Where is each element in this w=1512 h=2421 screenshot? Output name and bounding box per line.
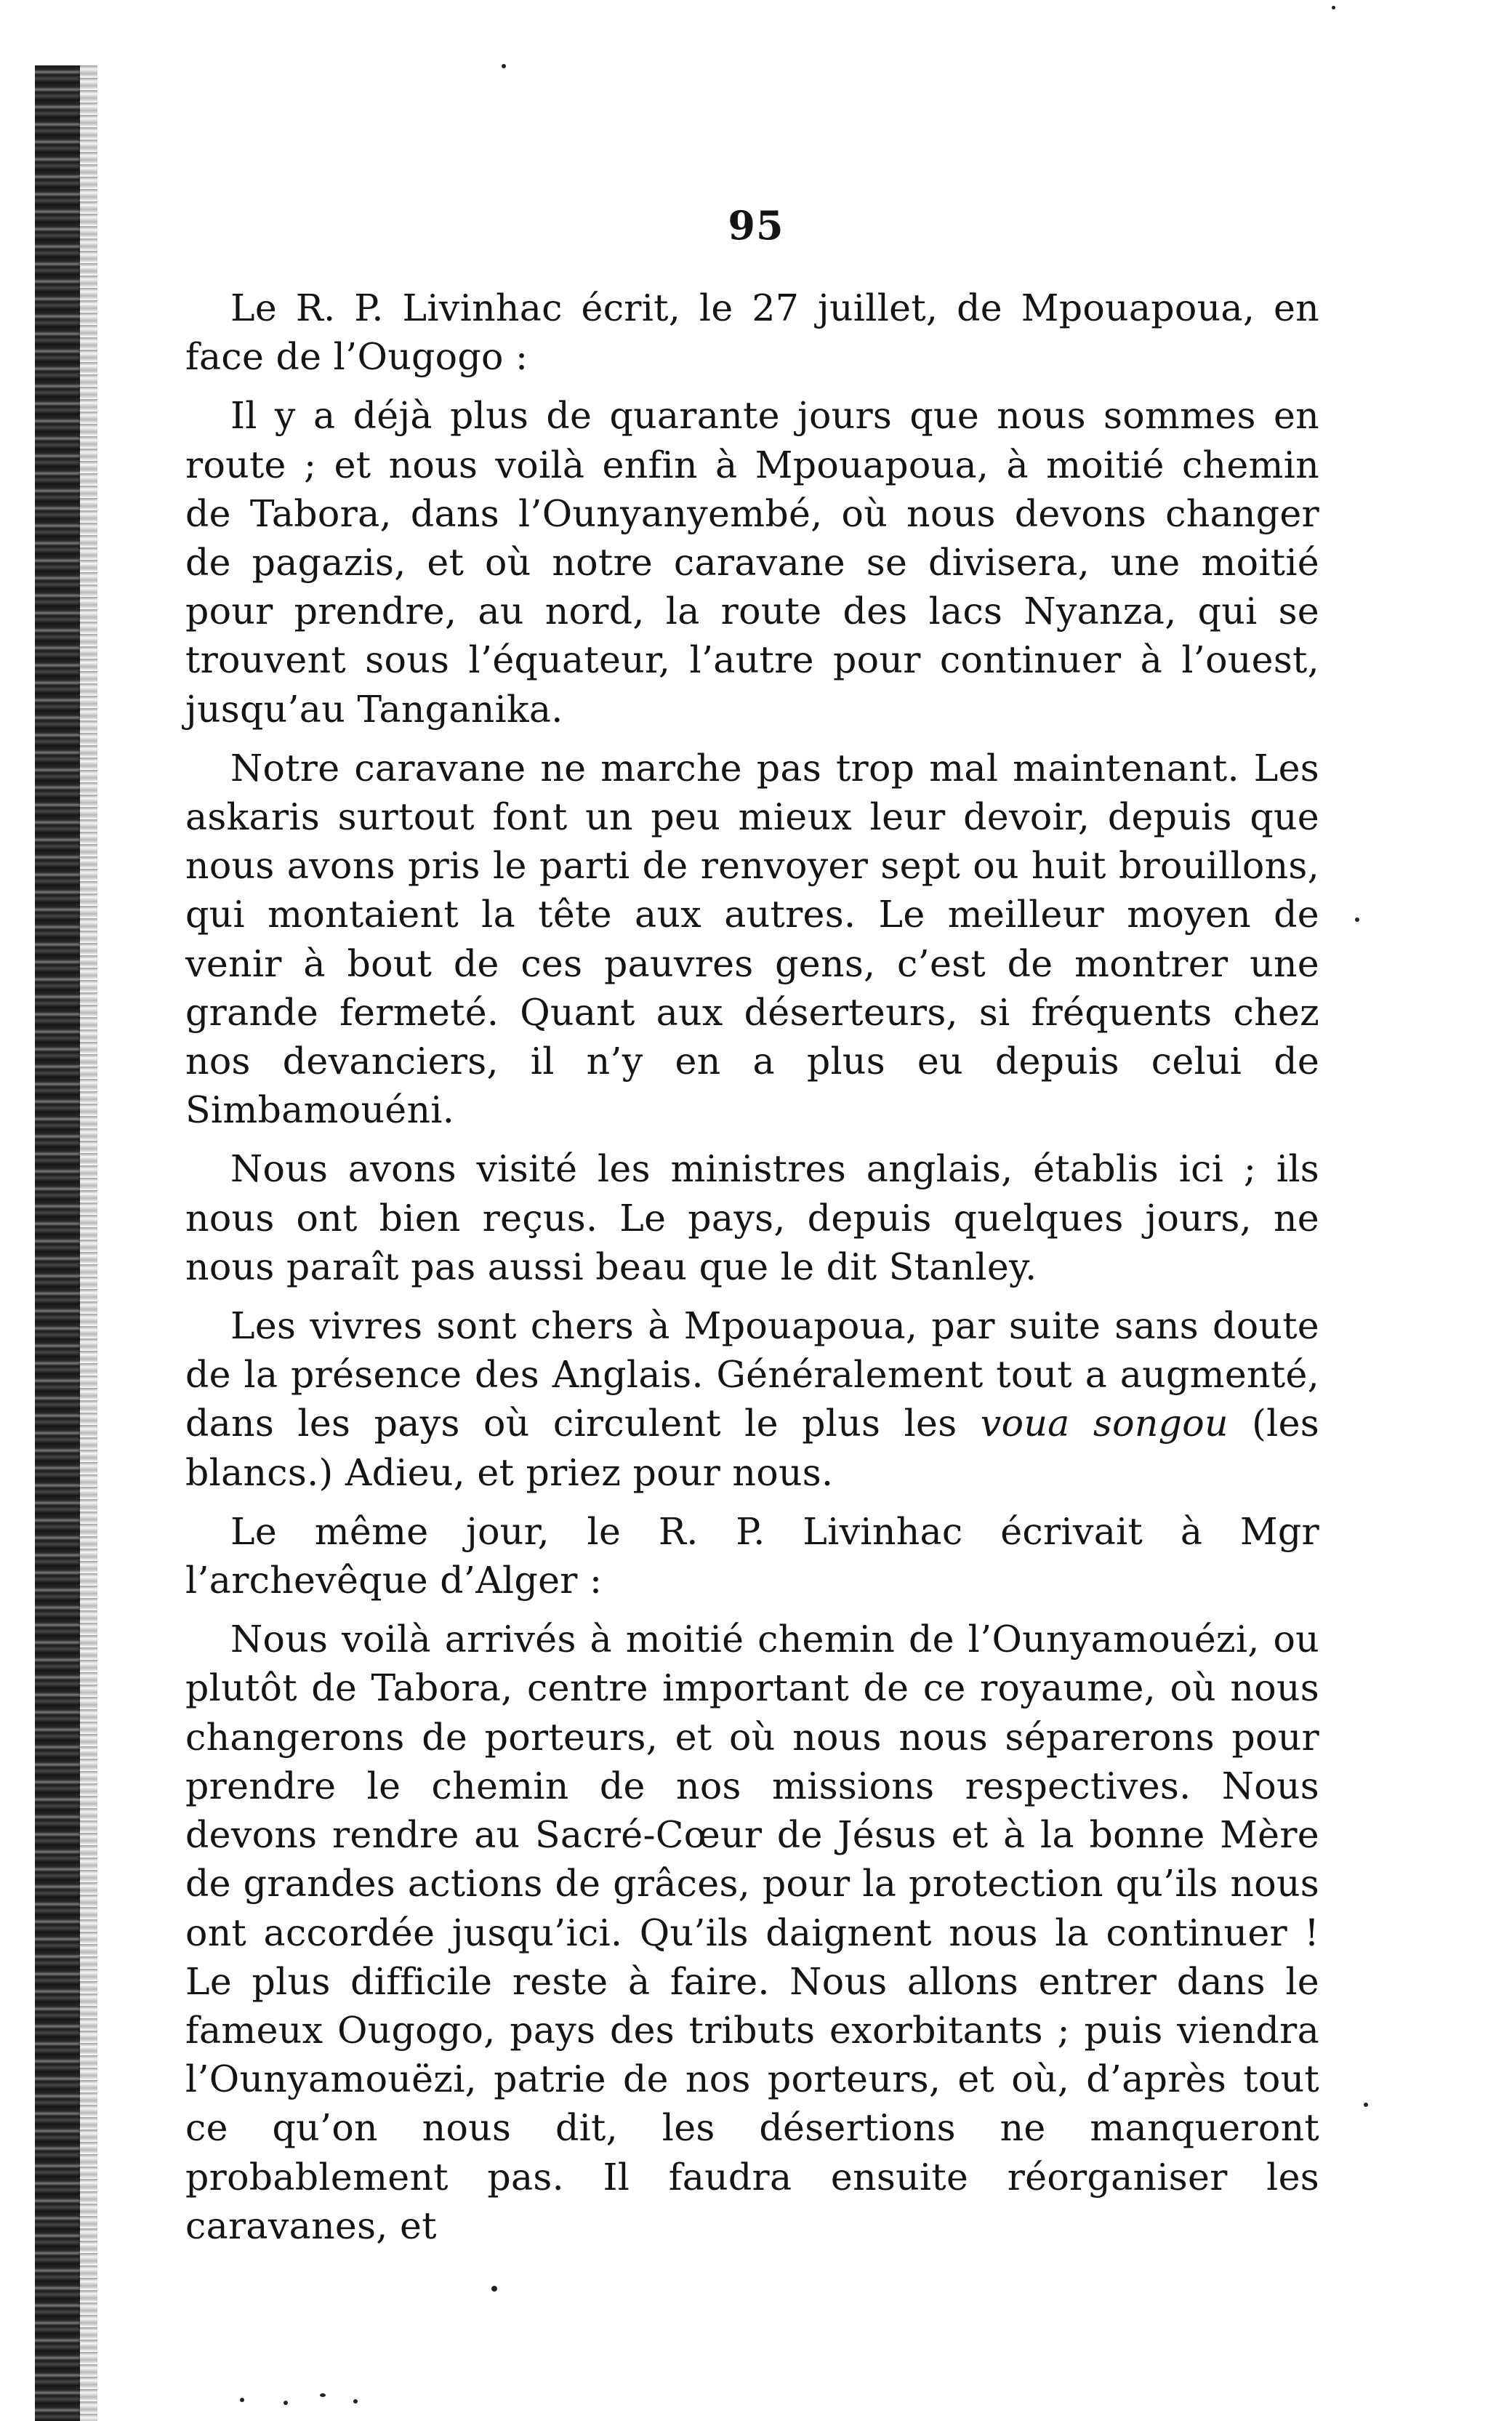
book-spine-edge [79, 65, 97, 2421]
page-body-text [185, 284, 1319, 2250]
paragraph-text: Le même jour, le R. P. Livinhac écrivait à Mgr l’archevêque d’Alger : [185, 1509, 1319, 1602]
paragraph [185, 1507, 1319, 1605]
paragraph-text: Les vivres sont chers à Mpouapoua, par suite sans doute de la présence des Anglais. Généralement tout a augmenté, dans les pays où circulent le plus les [185, 1304, 1319, 1445]
ink-speck [1355, 918, 1359, 922]
paragraph [185, 744, 1319, 1135]
italic-phrase: voua songou [980, 1402, 1228, 1445]
paragraph [185, 1615, 1319, 2250]
ink-speck [1364, 2103, 1368, 2107]
page-number: 95 [728, 202, 784, 249]
paragraph [185, 1301, 1319, 1497]
paragraph [185, 284, 1319, 381]
paragraph-text: Il y a déjà plus de quarante jours que nous sommes en route ; et nous voilà enfin à Mpouapoua, à moitié chemin de Tabora, dans l’Ounyanyembé, où nous devons changer de pagazis, et où notre caravane se divisera, une moitié pour prendre, au nord, la route des lacs Nyanza, qui se trouvent sous l’équateur, l’autre pour continuer à l’ouest, jusqu’au Tanganika. [185, 394, 1319, 731]
paragraph [185, 1144, 1319, 1291]
ink-speck [502, 64, 506, 68]
ink-speck [491, 2286, 497, 2292]
paragraph-text: Nous avons visité les ministres anglais, établis ici ; ils nous ont bien reçus. Le pays, depuis quelques jours, ne nous paraît pas aussi beau que le dit Stanley. [185, 1147, 1319, 1288]
ink-speck [240, 2398, 244, 2402]
paragraph-text: Le R. P. Livinhac écrit, le 27 juillet, de Mpouapoua, en face de l’Ougogo : [185, 286, 1319, 379]
paragraph-text: Nous voilà arrivés à moitié chemin de l’Ounyamouézi, ou plutôt de Tabora, centre important de ce royaume, où nous changerons de porteurs, et où nous nous séparerons pour prendre le chemin de nos missions respectives. Nous devons rendre au Sacré-Cœur de Jésus et à la bonne Mère de grandes actions de grâces, pour la protection qu’ils nous ont accordée jusqu’ici. Qu’ils daignent nous la continuer ! Le plus difficile reste à faire. Nous allons entrer dans le fameux Ougogo, pays des tributs exorbitants ; puis viendra l’Ounyamouëzi, patrie de nos porteurs, et où, d’après tout ce qu’on nous dit, les désertions ne manqueront probablement pas. Il faudra ensuite réorganiser les caravanes, et [185, 1618, 1319, 2247]
paragraph-text: Notre caravane ne marche pas trop mal maintenant. Les askaris surtout font un peu mieux leur devoir, depuis que nous avons pris le parti de renvoyer sept ou huit brouillons, qui montaient la tête aux autres. Le meilleur moyen de venir à bout de ces pauvres gens, c’est de montrer une grande fermeté. Quant aux déserteurs, si fréquents chez nos devanciers, il n’y en a plus eu depuis celui de Simbamouéni. [185, 746, 1319, 1132]
book-spine-shadow [35, 65, 80, 2421]
ink-speck [1332, 6, 1335, 9]
ink-speck [320, 2393, 326, 2397]
paragraph [185, 391, 1319, 733]
paragraph-text: (les blancs.) Adieu, et priez pour nous. [185, 1402, 1320, 1494]
ink-speck [284, 2401, 288, 2405]
ink-speck [353, 2399, 358, 2404]
